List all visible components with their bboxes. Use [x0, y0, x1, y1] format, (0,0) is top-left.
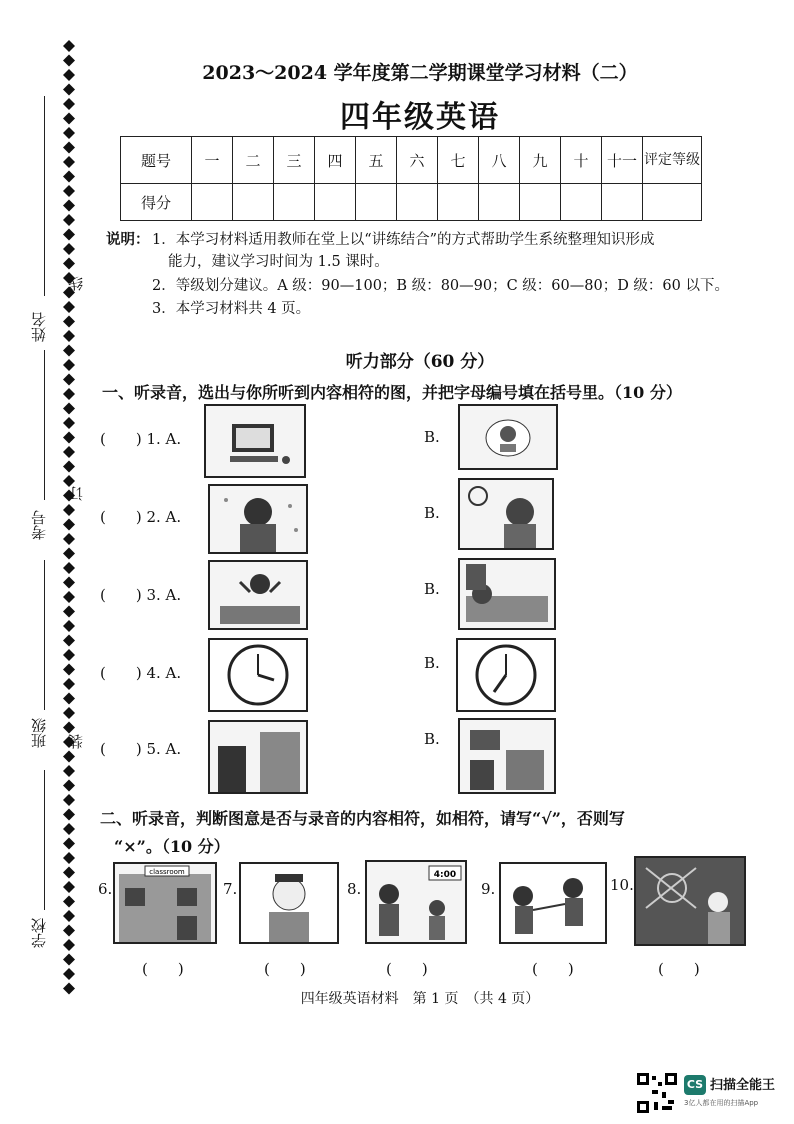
binding-diamond: [63, 84, 75, 96]
score-header-cell: 五: [356, 137, 397, 184]
score-header-cell: 二: [233, 137, 274, 184]
q1-label: ( ) 1. A.: [100, 430, 182, 448]
binding-diamond: [63, 635, 75, 647]
q4-picture-b-clock: [456, 638, 556, 712]
q4-option-b: B.: [424, 654, 440, 672]
name-label: 姓名: [30, 312, 48, 342]
binding-diamond: [63, 504, 75, 516]
q7-number: 7.: [223, 880, 238, 898]
binding-diamond: [63, 809, 75, 821]
name-line: [44, 96, 45, 296]
class-label: 班级: [30, 718, 48, 748]
binding-diamond: [63, 693, 75, 705]
binding-diamond: [63, 301, 75, 313]
q1-picture-b-toy: [458, 404, 558, 470]
score-cell[interactable]: [520, 184, 561, 221]
binding-diamond: [63, 751, 75, 763]
score-header-cell-grade: [643, 137, 702, 184]
document-header: 2023～2024 学年度第二学期课堂学习材料（二）: [202, 62, 638, 84]
binding-diamond: [63, 127, 75, 139]
binding-diamond: [63, 40, 75, 52]
q10-number: 10.: [610, 876, 634, 894]
q4-picture-a-clock: [208, 638, 308, 712]
binding-diamond: [63, 939, 75, 951]
bind-char-ding: 订: [67, 486, 85, 501]
scanner-app-name: 扫描全能王: [710, 1078, 776, 1093]
binding-diamond: [63, 562, 75, 574]
binding-diamond: [63, 591, 75, 603]
binding-diamond: [63, 55, 75, 67]
score-header-cell: 三: [274, 137, 315, 184]
score-cell[interactable]: [315, 184, 356, 221]
binding-diamond: [63, 229, 75, 241]
score-header-cell: 七: [438, 137, 479, 184]
binding-diamond: [63, 359, 75, 371]
page-footer: 四年级英语材料 第 1 页 （共 4 页）: [300, 991, 540, 1007]
binding-diamond: [63, 925, 75, 937]
score-row-label: 得分: [121, 184, 192, 221]
q5-picture-a-library: [208, 720, 308, 794]
note-2: 2．等级划分建议。A 级：90—100；B 级：80—90；C 级：60—80；D 级：60 以下。: [152, 278, 729, 294]
binding-diamond: [63, 403, 75, 415]
binding-diamond: [63, 519, 75, 531]
score-cell[interactable]: [274, 184, 315, 221]
binding-diamond: [63, 171, 75, 183]
scanner-tagline: 3亿人都在用的扫描App: [684, 1099, 759, 1107]
binding-diamond: [63, 867, 75, 879]
scanner-logo-icon: CS: [684, 1075, 706, 1095]
binding-diamond: [63, 98, 75, 110]
note-1b: 能力，建议学习时间为 1.5 课时。: [168, 254, 389, 270]
binding-diamond: [63, 345, 75, 357]
binding-diamond: [63, 185, 75, 197]
q2-label: ( ) 2. A.: [100, 508, 182, 526]
school-line: [44, 770, 45, 910]
binding-diamond: [63, 533, 75, 545]
binding-diamond: [63, 200, 75, 212]
score-header-cell: 题号: [121, 137, 192, 184]
score-cell[interactable]: [602, 184, 643, 221]
bind-char-zhuang: 装: [67, 734, 85, 749]
bind-char-xian: 线: [67, 276, 85, 291]
q6-number: 6.: [98, 880, 113, 898]
q9-number: 9.: [481, 880, 496, 898]
binding-diamond: [63, 330, 75, 342]
binding-diamond: [63, 446, 75, 458]
binding-diamond: [63, 606, 75, 618]
score-cell[interactable]: [643, 184, 702, 221]
q5-picture-b-office: [458, 718, 556, 794]
q1-option-b: B.: [424, 428, 440, 446]
binding-diamond: [63, 794, 75, 806]
binding-diamond-border: [62, 40, 76, 1000]
note-1a: 1．本学习材料适用教师在堂上以“讲练结合”的方式帮助学生系统整理知识形成: [152, 232, 655, 248]
q2-picture-b-hot: [458, 478, 554, 550]
score-cell[interactable]: [438, 184, 479, 221]
exam-no-label: 考号: [30, 510, 48, 540]
binding-diamond: [63, 214, 75, 226]
binding-diamond: [63, 417, 75, 429]
q9-picture-kids-playing: [499, 862, 607, 944]
q10-picture-basketball-court: [634, 856, 746, 946]
binding-diamond: [63, 432, 75, 444]
q4-label: ( ) 4. A.: [100, 664, 182, 682]
binding-diamond: [63, 722, 75, 734]
q3-option-b: B.: [424, 580, 440, 598]
score-cell[interactable]: [233, 184, 274, 221]
binding-diamond: [63, 548, 75, 560]
binding-diamond: [63, 388, 75, 400]
part2-heading-line2: “×”。（10 分）: [114, 837, 230, 856]
score-cell[interactable]: [356, 184, 397, 221]
score-cell[interactable]: [561, 184, 602, 221]
note-3: 3．本学习材料共 4 页。: [152, 301, 311, 317]
binding-diamond: [63, 780, 75, 792]
binding-diamond: [63, 838, 75, 850]
binding-diamond: [63, 823, 75, 835]
binding-diamond: [63, 968, 75, 980]
binding-diamond: [63, 316, 75, 328]
q7-picture-nurse: [239, 862, 339, 944]
binding-diamond: [63, 852, 75, 864]
part1-heading: 一、听录音，选出与你所听到内容相符的图，并把字母编号填在括号里。（10 分）: [102, 383, 682, 402]
exam-no-line: [44, 350, 45, 500]
score-cell[interactable]: [192, 184, 233, 221]
score-cell[interactable]: [479, 184, 520, 221]
binding-diamond: [63, 954, 75, 966]
grade-header-text: 评定等级: [644, 152, 700, 168]
binding-diamond: [63, 156, 75, 168]
binding-diamond: [63, 664, 75, 676]
q8-clock-text: 4:00: [433, 870, 457, 880]
notes-label: 说明：: [106, 231, 150, 248]
q3-picture-b-sleep: [458, 558, 556, 630]
q2-picture-a-cold: [208, 484, 308, 554]
listening-section-title: 听力部分（60 分）: [345, 352, 495, 372]
q10-answer-blank[interactable]: ( ): [658, 960, 700, 978]
score-header-cell: 六: [397, 137, 438, 184]
q1-picture-a-computer: [204, 404, 306, 478]
q6-picture-building: [113, 862, 217, 944]
school-label: 学校: [30, 918, 48, 948]
binding-diamond: [63, 983, 75, 995]
binding-diamond: [63, 881, 75, 893]
binding-diamond: [63, 620, 75, 632]
score-header-cell: 一: [192, 137, 233, 184]
score-table: [120, 136, 702, 221]
score-cell[interactable]: [397, 184, 438, 221]
score-header-cell: 十一: [602, 137, 643, 184]
part2-heading-line1: 二、听录音，判断图意是否与录音的内容相符，如相符，请写“√”，否则写: [100, 809, 625, 828]
binding-diamond: [63, 765, 75, 777]
binding-diamond: [63, 910, 75, 922]
class-line: [44, 560, 45, 710]
q9-answer-blank[interactable]: ( ): [532, 960, 574, 978]
q7-answer-blank[interactable]: ( ): [264, 960, 306, 978]
binding-diamond: [63, 113, 75, 125]
binding-diamond: [63, 461, 75, 473]
binding-diamond: [63, 577, 75, 589]
q3-label: ( ) 3. A.: [100, 586, 182, 604]
q8-picture-clock-time: [365, 860, 467, 944]
q5-label: ( ) 5. A.: [100, 740, 182, 758]
binding-diamond: [63, 678, 75, 690]
q6-answer-blank[interactable]: ( ): [142, 960, 184, 978]
binding-diamond: [63, 243, 75, 255]
qr-code-icon: [636, 1072, 678, 1114]
binding-diamond: [63, 649, 75, 661]
binding-diamond: [63, 258, 75, 270]
q2-option-b: B.: [424, 504, 440, 522]
score-header-cell: 八: [479, 137, 520, 184]
binding-diamond: [63, 374, 75, 386]
q8-answer-blank[interactable]: ( ): [386, 960, 428, 978]
binding-diamond: [63, 896, 75, 908]
q5-option-b: B.: [424, 730, 440, 748]
score-header-cell: 十: [561, 137, 602, 184]
q3-picture-a-wake-up: [208, 560, 308, 630]
score-header-cell: 九: [520, 137, 561, 184]
q8-number: 8.: [347, 880, 362, 898]
q6-sign-text: classroom: [149, 868, 185, 876]
binding-diamond: [63, 707, 75, 719]
score-header-cell: 四: [315, 137, 356, 184]
binding-diamond: [63, 142, 75, 154]
binding-diamond: [63, 69, 75, 81]
document-title: 四年级英语: [340, 100, 500, 135]
